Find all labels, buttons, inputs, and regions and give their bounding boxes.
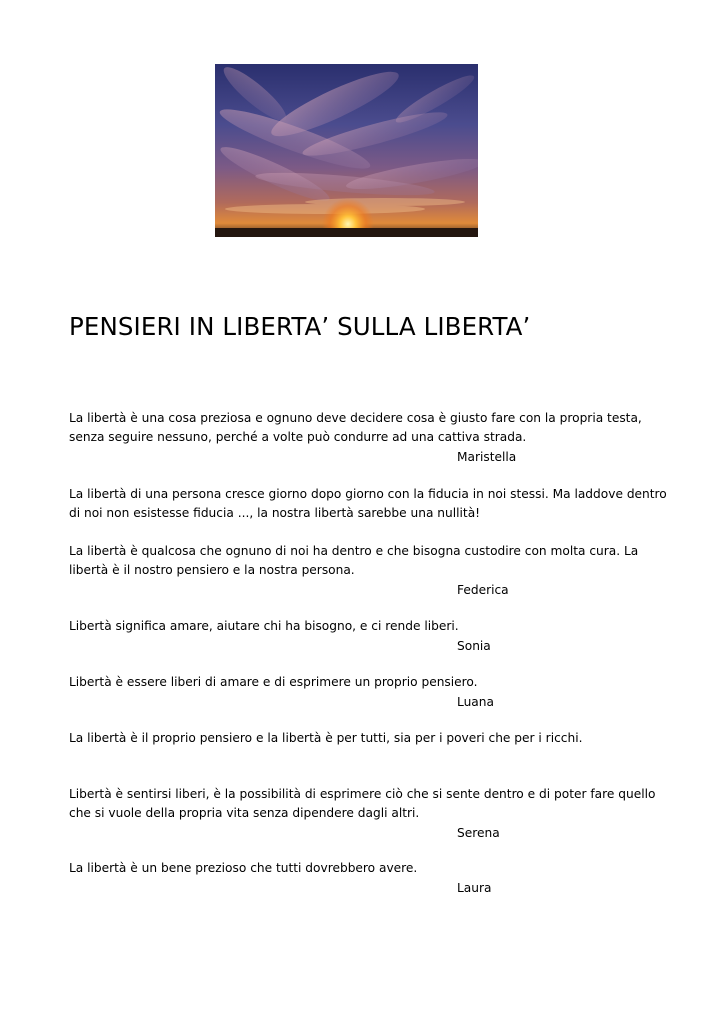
entry-author: Maristella <box>457 450 517 464</box>
entry-text: Libertà è sentirsi liberi, è la possibilità di esprimere ciò che si sente dentro e di poter fare quello che si vuole della propria vita senza dipendere dagli altri. <box>69 787 656 820</box>
page-title: PENSIERI IN LIBERTA’ SULLA LIBERTA’ <box>69 312 531 341</box>
entry-text: La libertà di una persona cresce giorno dopo giorno con la fiducia in noi stessi. Ma laddove dentro di noi non esistesse fiducia ..., la nostra libertà sarebbe una nullità! <box>69 487 667 520</box>
entry-author: Federica <box>457 583 509 597</box>
entry-luana <box>69 673 669 712</box>
entry-serena <box>69 785 669 843</box>
sunset-sky-photo <box>215 64 478 237</box>
entry-text: Libertà è essere liberi di amare e di esprimere un proprio pensiero. <box>69 675 478 689</box>
entry-laura <box>69 859 669 898</box>
entry-author: Serena <box>457 826 500 840</box>
entry-author: Sonia <box>457 639 491 653</box>
entry-author: Luana <box>457 695 494 709</box>
entry-author: Laura <box>457 881 492 895</box>
entry-sonia <box>69 617 669 656</box>
entry-text: La libertà è un bene prezioso che tutti dovrebbero avere. <box>69 861 418 875</box>
entry-text: La libertà è qualcosa che ognuno di noi ha dentro e che bisogna custodire con molta cura. La libertà è il nostro pensiero e la nostra persona. <box>69 544 639 577</box>
entry-anonymous-2 <box>69 729 669 748</box>
entry-text: La libertà è una cosa preziosa e ognuno deve decidere cosa è giusto fare con la propria testa, senza seguire nessuno, perché a volte può condurre ad una cattiva strada. <box>69 411 642 444</box>
sunset-sky-image <box>215 64 478 237</box>
entry-text: La libertà è il proprio pensiero e la libertà è per tutti, sia per i poveri che per i ricchi. <box>69 731 583 745</box>
entry-anonymous-1 <box>69 485 669 523</box>
entry-text: Libertà significa amare, aiutare chi ha bisogno, e ci rende liberi. <box>69 619 459 633</box>
entry-maristella <box>69 409 669 467</box>
entry-federica <box>69 542 669 600</box>
